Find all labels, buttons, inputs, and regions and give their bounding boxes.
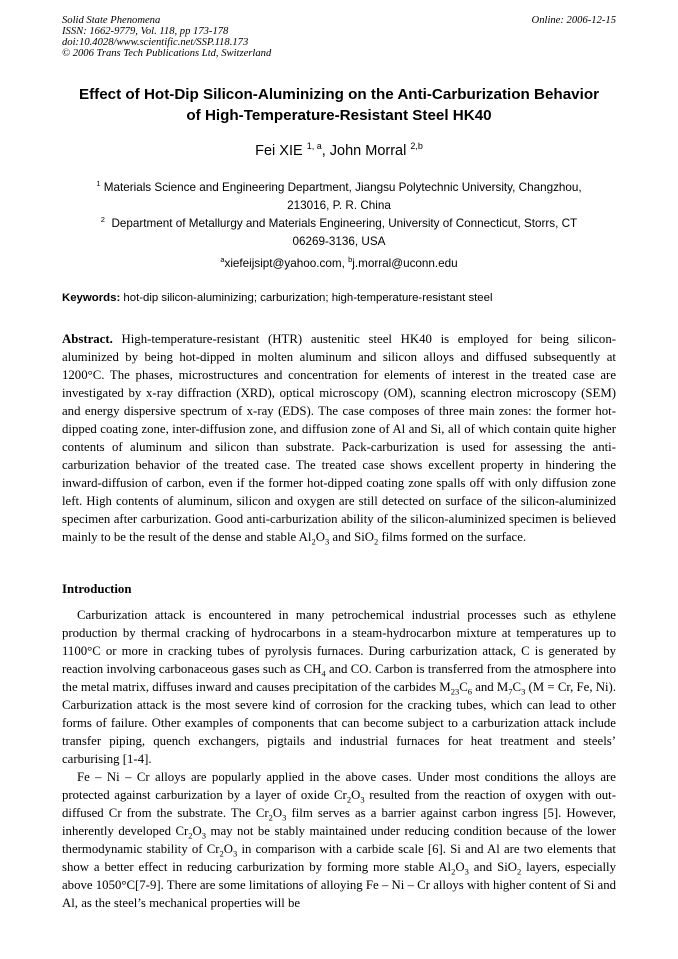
intro-text: resulted from the reaction of oxygen with out-diffused Cr from the substrate. The Cr bbox=[62, 788, 616, 820]
subscript: 3 bbox=[360, 794, 365, 805]
intro-text: O bbox=[455, 860, 465, 874]
intro-text: and M bbox=[471, 680, 509, 694]
intro-text: O bbox=[351, 788, 361, 802]
journal-copyright: © 2006 Trans Tech Publications Ltd, Switzerland bbox=[62, 48, 272, 59]
author-1-name: Fei XIE bbox=[255, 142, 303, 159]
intro-paragraph-1 bbox=[62, 606, 616, 768]
subscript: 2 bbox=[451, 866, 456, 877]
subscript: 2 bbox=[268, 812, 273, 823]
email-b-sup: b bbox=[348, 255, 353, 264]
abstract-label: Abstract. bbox=[62, 332, 113, 346]
author-list bbox=[40, 141, 638, 159]
intro-text: Carburization attack is encountered in many petrochemical industrial processes such as ethylene production by thermal cracking of hydrocarbons in a steam-hydrocarbon mixture at temperatures up to 1100°C or more in cracking tubes of pyrolysis furnaces. During carburization attack, C is generated by reaction involving carbonaceous gases such as CH bbox=[62, 608, 616, 676]
affiliation-1-text-1: Materials Science and Engineering Department, Jiangsu Polytechnic University, Changzhou, bbox=[103, 180, 582, 194]
author-separator: , bbox=[321, 142, 330, 159]
intro-text: layers, especially above 1050°C[7-9]. There are some limitations of alloying Fe – Ni – Cr alloys with higher content of Si and Al, as the steel’s mechanical properties will be bbox=[62, 860, 616, 910]
subscript: 3 bbox=[233, 848, 238, 859]
subscript: 3 bbox=[201, 830, 207, 841]
subscript: 2 bbox=[374, 536, 379, 547]
online-date: Online: 2006-12-15 bbox=[531, 15, 616, 26]
subscript: 3 bbox=[324, 536, 330, 547]
intro-text: O bbox=[272, 806, 283, 820]
abstract-text: and SiO bbox=[329, 530, 375, 544]
journal-name: Solid State Phenomena bbox=[62, 15, 161, 26]
subscript: 2 bbox=[188, 830, 193, 841]
abstract-text: films formed on the surface. bbox=[378, 530, 527, 544]
abstract-text: O bbox=[315, 530, 325, 544]
intro-paragraph-2 bbox=[62, 768, 616, 912]
affiliation-1-line-1 bbox=[62, 175, 616, 197]
affiliation-2-mark: 2 bbox=[100, 215, 105, 224]
affiliation-2-line-1 bbox=[62, 211, 616, 233]
intro-text: O bbox=[192, 824, 202, 838]
subscript: 6 bbox=[467, 686, 472, 697]
affiliation-1-line-2: 213016, P. R. China bbox=[287, 199, 391, 213]
intro-text: C bbox=[459, 680, 468, 694]
email-a-sup: a bbox=[220, 255, 225, 264]
subscript: 2 bbox=[517, 866, 522, 877]
title-line-1: Effect of Hot-Dip Silicon-Aluminizing on the Anti-Carburization Behavior bbox=[78, 86, 600, 103]
keywords bbox=[62, 292, 616, 304]
subscript: 7 bbox=[508, 686, 513, 697]
subscript: 3 bbox=[282, 812, 287, 823]
subscript: 23 bbox=[450, 686, 460, 697]
intro-text: and CO. Carbon is transferred from the atmosphere into the metal matrix, diffuses inward and causes precipitation of the carbides M bbox=[62, 662, 616, 694]
email-a[interactable]: xiefeijsipt@yahoo.com bbox=[224, 256, 342, 270]
intro-text: in comparison with a carbide scale [6]. Si and Al are two elements that show a better effect in reducing carburization by forming more stable Al bbox=[62, 842, 616, 874]
abstract-paragraph bbox=[62, 330, 616, 546]
subscript: 4 bbox=[321, 668, 326, 679]
introduction-body bbox=[62, 606, 616, 912]
author-1-sup: 1, a bbox=[306, 141, 322, 151]
email-separator: , bbox=[341, 256, 349, 270]
keywords-text: hot-dip silicon-aluminizing; carburization; high-temperature-resistant steel bbox=[120, 292, 493, 304]
author-emails bbox=[62, 255, 616, 270]
paper-title bbox=[40, 84, 638, 126]
abstract-text: High-temperature-resistant (HTR) austenitic steel HK40 is employed for being silicon-aluminized by being hot-dipped in molten aluminum and silicon alloys and diffused subsequently at 1200°C. The phases, microstructures and concentration for elements of interest in the treated case are investigated by x-ray diffraction (XRD), optical microscopy (OM), scanning electron microscopy (SEM) and energy dispersive spectrum of x-ray (EDS). The case composes of three main zones: the former hot-dipped coating zone, inter-diffusion zone, and diffusion zone of Al and Si, all of which contain quite higher contents of aluminum and silicon than substrate. Pack-carburization is used for assessing the anti-carburization behavior of the treated case. The treated case shows excellent property in hindering the inward-diffusion of carbon, even if the former hot-dipped coating zone spalls off with only diffusion zone left. High contents of aluminum, silicon and oxygen are still detected on surface of the silicon-aluminized specimen after carburization. Good anti-carburization ability of the silicon-aluminized specimen is believed mainly to be the result of the dense and stable Al bbox=[62, 332, 616, 544]
title-line-2: of High-Temperature-Resistant Steel HK40 bbox=[186, 107, 492, 124]
subscript: 2 bbox=[311, 536, 316, 547]
intro-text: (M = Cr, Fe, Ni). Carburization attack is the most severe kind of corrosion for the cracking tubes, which can lead to other forms of failure. Other examples of components that can become subject to a carburization attack include transfer piping, quench exchangers, pigtails and industrial furnaces for heat treatment and steels’ carburising [1-4]. bbox=[62, 680, 616, 766]
intro-text: Fe – Ni – Cr alloys are popularly applied in the above cases. Under most conditions the alloys are protected against carburization by a layer of oxide Cr bbox=[62, 770, 616, 802]
introduction-heading: Introduction bbox=[62, 582, 132, 596]
subscript: 2 bbox=[219, 848, 224, 859]
intro-text: film serves as a barrier against carbon ingress [5]. However, inherently developed Cr bbox=[62, 806, 616, 838]
intro-text: and SiO bbox=[468, 860, 518, 874]
affiliation-2-text-1: Department of Metallurgy and Materials Engineering, University of Connecticut, Storrs, CT bbox=[111, 216, 578, 230]
journal-doi[interactable]: doi:10.4028/www.scientific.net/SSP.118.173 bbox=[62, 37, 249, 48]
keywords-label: Keywords: bbox=[62, 292, 121, 304]
intro-text: C bbox=[512, 680, 522, 694]
email-b[interactable]: j.morral@uconn.edu bbox=[352, 256, 458, 270]
author-2-sup: 2,b bbox=[410, 141, 423, 151]
abstract bbox=[62, 330, 616, 546]
affiliation-1-mark: 1 bbox=[96, 179, 101, 188]
journal-issn: ISSN: 1662-9779, Vol. 118, pp 173-178 bbox=[62, 26, 229, 37]
subscript: 3 bbox=[464, 866, 469, 877]
affiliation-2-line-2: 06269-3136, USA bbox=[292, 235, 386, 249]
affiliation-2 bbox=[62, 211, 616, 252]
subscript: 2 bbox=[346, 794, 352, 805]
author-2-name: John Morral bbox=[329, 142, 407, 159]
subscript: 3 bbox=[521, 686, 526, 697]
intro-text: O bbox=[223, 842, 234, 856]
affiliation-1 bbox=[62, 175, 616, 216]
intro-text: may not be stably maintained under reducing condition because of the lower thermodynamic stability of Cr bbox=[62, 824, 616, 856]
journal-header bbox=[62, 15, 616, 59]
